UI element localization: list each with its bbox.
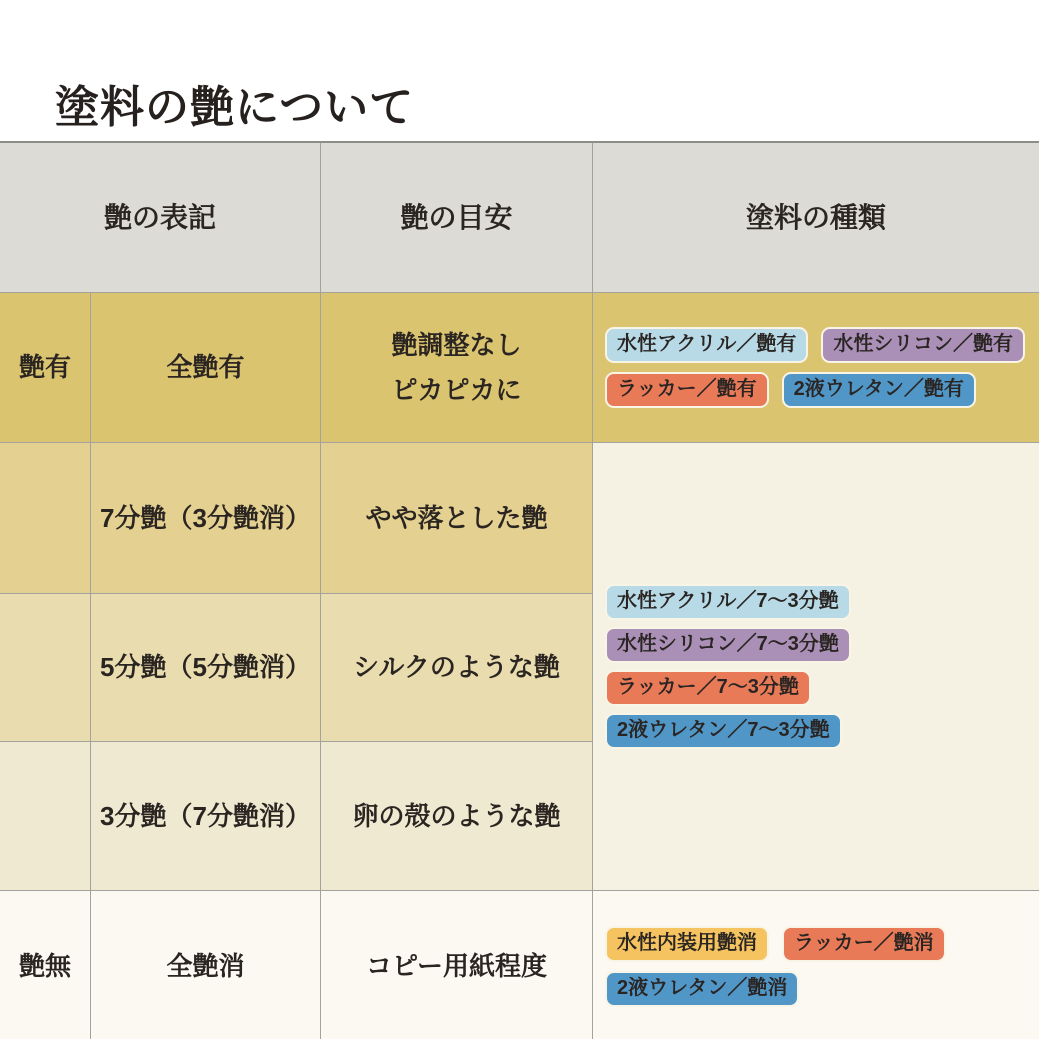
paint-type-badge: 2液ウレタン／7〜3分艶 <box>605 713 842 749</box>
notation-cell-matte: 全艶消 <box>91 891 321 1039</box>
paint-types-cell-semi <box>593 443 1039 891</box>
badge-group-semi <box>605 584 851 749</box>
guide-line-1: 艶調整なし <box>391 330 522 361</box>
guide-cell-glossy <box>321 293 593 443</box>
paint-type-badge: 2液ウレタン／艶有 <box>782 372 976 408</box>
badge-group-matte <box>605 926 1027 1007</box>
paint-type-badge: 水性シリコン／艶有 <box>821 327 1025 363</box>
paint-type-badge: ラッカー／7〜3分艶 <box>605 670 811 706</box>
guide-line-2: ピカピカに <box>391 374 522 405</box>
notation-cell-glossy: 全艶有 <box>91 293 321 443</box>
header-gloss-guide: 艶の目安 <box>321 143 593 293</box>
category-cell-glossy: 艶有 <box>0 293 91 443</box>
paint-types-cell-matte <box>593 891 1039 1039</box>
paint-types-cell-glossy <box>593 293 1039 443</box>
page-title: 塗料の艶について <box>55 83 415 133</box>
guide-cell-semi50: シルクのような艶 <box>321 594 593 742</box>
guide-cell-matte: コピー用紙程度 <box>321 891 593 1039</box>
category-cell-semi70 <box>0 443 91 594</box>
category-cell-matte: 艶無 <box>0 891 91 1039</box>
header-gloss-notation: 艶の表記 <box>0 143 321 293</box>
paint-type-badge: 水性アクリル／7〜3分艶 <box>605 584 851 620</box>
paint-type-badge: 水性内装用艶消 <box>605 926 769 962</box>
paint-type-badge: 2液ウレタン／艶消 <box>605 971 799 1007</box>
paint-type-badge: 水性アクリル／艶有 <box>605 327 808 363</box>
category-cell-semi50 <box>0 594 91 742</box>
guide-cell-semi30: 卵の殻のような艶 <box>321 742 593 891</box>
guide-cell-semi70: やや落とした艶 <box>321 443 593 594</box>
category-cell-semi30 <box>0 742 91 891</box>
badge-group-glossy <box>605 327 1027 408</box>
notation-cell-semi50: 5分艶（5分艶消） <box>91 594 321 742</box>
notation-cell-semi30: 3分艶（7分艶消） <box>91 742 321 891</box>
notation-cell-semi70: 7分艶（3分艶消） <box>91 443 321 594</box>
header-paint-types: 塗料の種類 <box>593 143 1039 293</box>
paint-type-badge: ラッカー／艶有 <box>605 372 769 408</box>
paint-type-badge: 水性シリコン／7〜3分艶 <box>605 627 851 663</box>
paint-type-badge: ラッカー／艶消 <box>782 926 946 962</box>
gloss-table <box>0 141 1039 1039</box>
